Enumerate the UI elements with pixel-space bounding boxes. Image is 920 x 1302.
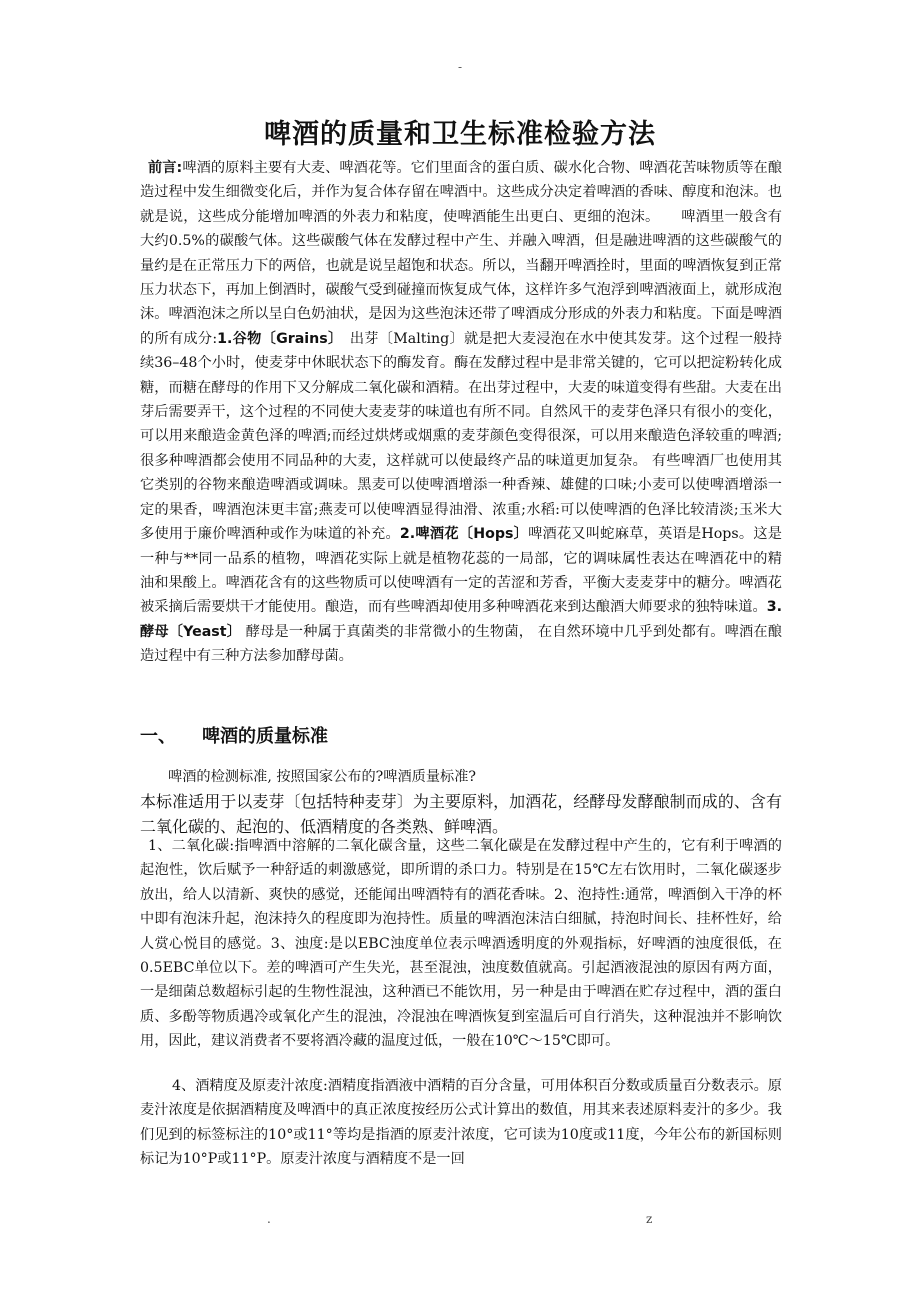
intro-text-3: 啤酒花又叫蛇麻草，英语是Hops。这是一种与**同一品系的植物，啤酒花实际上就是植物花蕊的一局部，它的调味属性表达在啤酒花中的精 油和果酸上。啤酒花含有的这些物质可以使啤酒有一定的苦涩和芳香，平衡大麦麦芽中的糖分。啤酒花被采摘后需要烘干才能使用。酿造，而有些啤酒却使用多种啤酒花来到达酿酒大师要求的独特味道。 xyxy=(140,526,782,616)
intro-label: 前言: xyxy=(148,160,183,176)
intro-paragraph xyxy=(140,156,782,669)
alcohol-paragraph: 4、酒精度及原麦汁浓度:酒精度指酒液中酒精的百分含量，可用体积百分数或质量百分数表示。原麦汁浓度是依据酒精度及啤酒中的真正浓度按经历公式计算出的数值，用其来表述原料麦汁的多少。我们见到的标签标注的10°或11°等均是指酒的原麦汁浓度，它可读为10度或11度，今年公布的新国标则标记为10°P或11°P。原麦汁浓度与酒精度不是一回 xyxy=(140,1078,782,1168)
yeast-label: 3.酵母〔Yeast〕 xyxy=(140,599,782,640)
grains-label: 1.谷物〔Grains〕 xyxy=(217,330,336,347)
section-heading xyxy=(140,722,328,748)
section-title: 啤酒的质量标准 xyxy=(202,726,328,747)
intro-text-4: 酵母是一种属于真菌类的非常微小的生物菌， 在自然环境中几乎到处都有。啤酒在酿造过程中有三种方法参加酵母菌。 xyxy=(140,623,782,665)
intro-text-1: 啤酒的原料主要有大麦、啤酒花等。它们里面含的蛋白质、碳水化合物、啤酒花苦味物质等在酿造过程中发生细微变化后，并作为复合体存留在啤酒中。这些成分决定着啤酒的香味、醇度和泡沫。也就是说，这些成分能增加啤酒的外表力和粘度，使啤酒能生出更白、更细的泡沫。 啤酒里一般含有大约0.5%的碳酸气体。这些碳酸气体在发酵过程中产生、并融入啤酒，但是融进啤酒的这些碳酸气的量约是在正常压力下的两倍，也就是说呈超饱和状态。所以，当翻开啤酒拴时，里面的啤酒恢复到正常压力状态下，再加上倒酒时，碳酸气受到碰撞而恢复成气体，这样许多气泡浮到啤酒液面上，就形成泡沫。啤酒泡沫之所以呈白色奶油状，是因为这些泡沫还带了啤酒成分形成的外表力和粘度。下面是啤酒的所有成分: xyxy=(140,160,782,347)
page-title: 啤酒的质量和卫生标准检验方法 xyxy=(264,119,656,150)
hops-label: 2.啤酒花〔Hops〕 xyxy=(399,526,529,543)
footer-left-mark: . xyxy=(267,1212,271,1226)
standard-line: 啤酒的检测标准, 按照国家公布的?啤酒质量标准? xyxy=(168,769,476,785)
header-mark: - xyxy=(457,60,463,74)
footer-right-mark: z xyxy=(646,1212,653,1226)
intro-text-2: 出芽〔Malting〕就是把大麦浸泡在水中使其发芽。这个过程一般持续36–48个小时，使麦芽中休眠状态下的酶发育。酶在发酵过程中是非常关键的，它可以把淀粉转化成糖，而糖在酵母的作用下又分解成二氧化碳和酒精。在出芽过程中，大麦的味道变得有些甜。大麦在出芽后需要弄干，这个过程的不同使大麦麦芽的味道也有所不同。自然风干的麦芽色泽只有很小的变化，可以用来酿造金黄色泽的啤酒;而经过烘烤或烟熏的麦芽颜色变得很深，可以用来酿造色泽较重的啤酒;很多种啤酒都会使用不同品种的大麦，这样就可以使最终产品的味道更加复杂。 有些啤酒厂也使用其它类别的谷物来酿造啤酒或调味。黑麦可以使啤酒增添一种香辣、雄健的口味;小麦可以使啤酒增添一定的果香，啤酒泡沫更丰富;燕麦可以使啤酒显得油滑、浓重;水稻:可以使啤酒的色泽比较清淡;玉米大多使用于廉价啤酒种或作为味道的补充。 xyxy=(140,330,782,543)
quality-items-paragraph: 1、二氧化碳:指啤酒中溶解的二氧化碳含量，这些二氧化碳是在发酵过程中产生的，它有利于啤酒的起泡性，饮后赋予一种舒适的刺激感觉，即所谓的杀口力。特别是在15℃左右饮用时，二氧化碳逐步放出，给人以清新、爽快的感觉，还能闻出啤酒特有的酒花香味。2、泡持性:通常，啤酒倒入干净的杯中即有泡沫升起，泡沫持久的程度即为泡持性。质量的啤酒泡沫洁白细腻，持泡时间长、挂杯性好，给人赏心悦目的感觉。3、浊度:是以EBC浊度单位表示啤酒透明度的外观指标，好啤酒的浊度很低，在0.5EBC单位以下。差的啤酒可产生失光，甚至混浊，浊度数值就高。引起酒液混浊的原因有两方面，一是细菌总数超标引起的生物性混浊，这种酒已不能饮用，另一种是由于啤酒在贮存过程中，酒的蛋白质、多酚等物质遇冷或氧化产生的混浊，冷混浊在啤酒恢复到室温后可自行消失，这种混浊并不影响饮用，因此，建议消费者不要将酒冷藏的温度过低，一般在10℃～15℃即可。 xyxy=(140,838,782,1050)
scope-paragraph: 本标准适用于以麦芽〔包括特种麦芽〕为主要原料，加酒花，经酵母发酵酿制而成的、含有二氧化碳的、起泡的、低酒精度的各类熟、鲜啤酒。 xyxy=(140,792,782,836)
section-number: 一、 xyxy=(140,726,176,747)
